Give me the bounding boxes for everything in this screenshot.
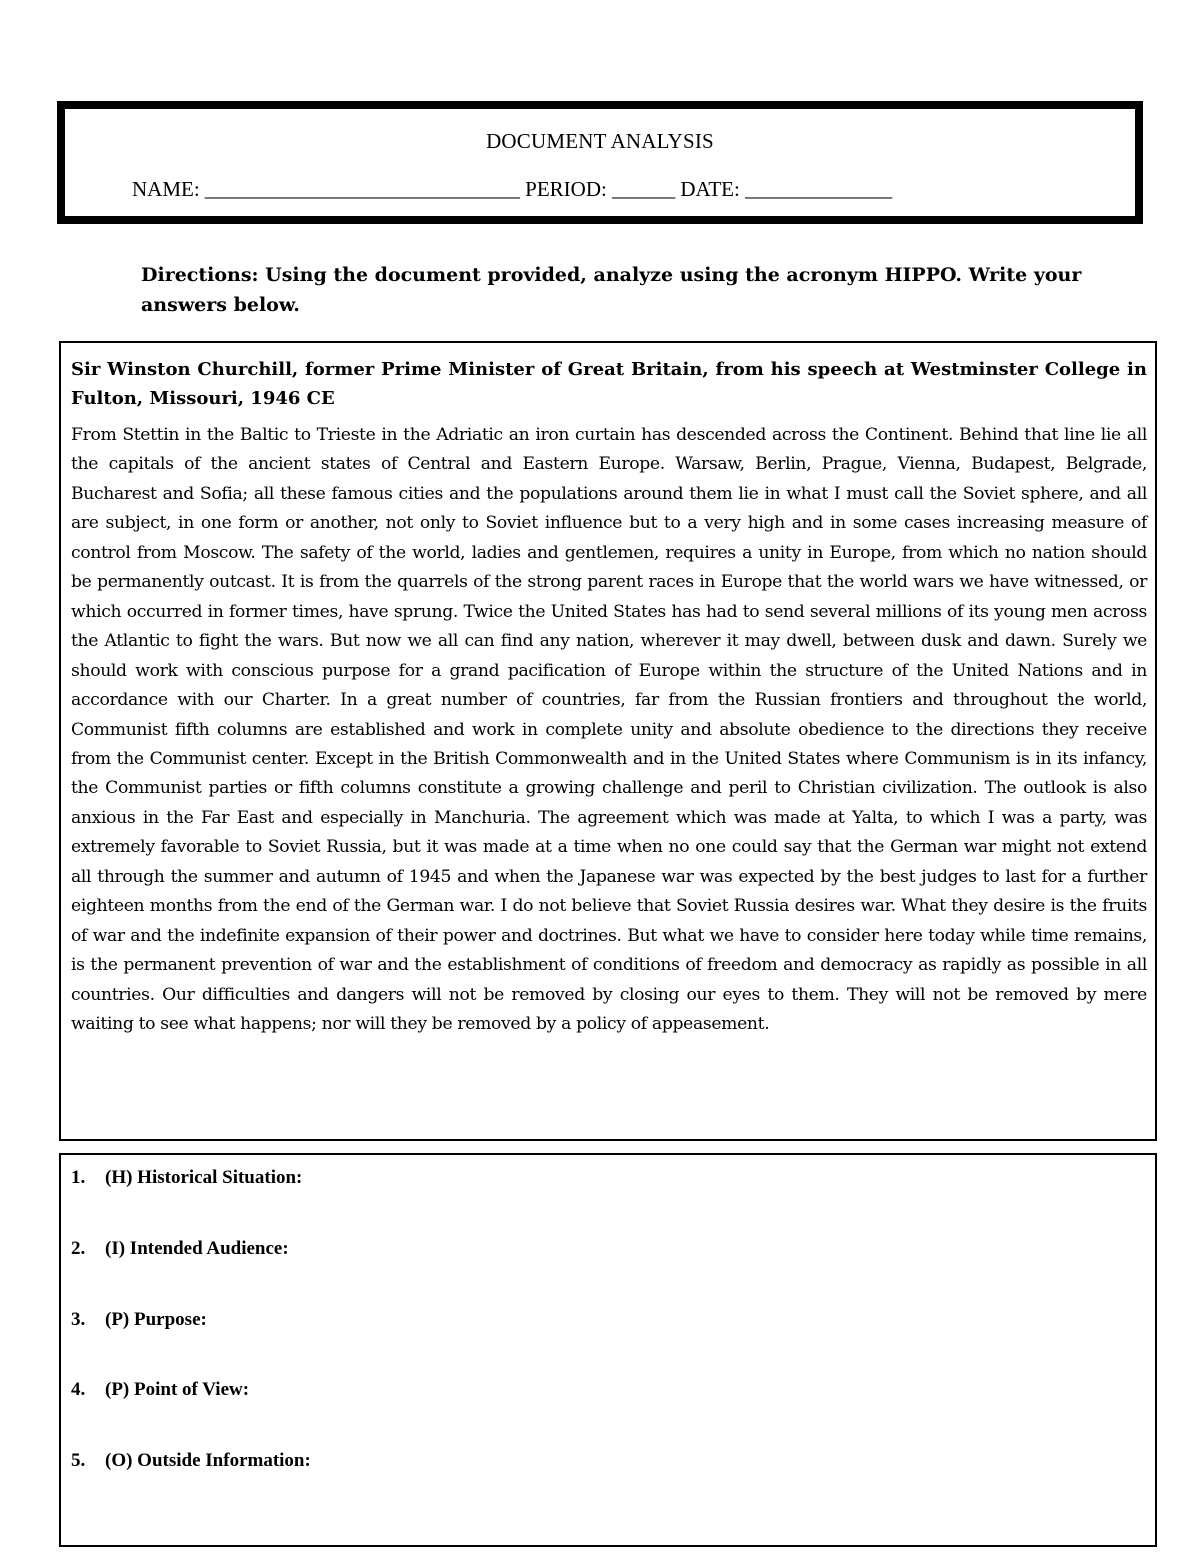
- primary-source-box: [59, 341, 1157, 1141]
- question-purpose: [71, 1309, 207, 1331]
- question-point-of-view: [71, 1379, 249, 1401]
- question-label: (P) Point of View:: [105, 1379, 250, 1400]
- question-intended-audience: [71, 1238, 289, 1260]
- worksheet-header-box: [57, 101, 1143, 224]
- question-number: 2.: [71, 1238, 86, 1259]
- question-number: 1.: [71, 1167, 86, 1188]
- question-number: 4.: [71, 1379, 86, 1400]
- question-number: 5.: [71, 1450, 86, 1471]
- question-label: (H) Historical Situation:: [105, 1167, 303, 1188]
- worksheet-title: DOCUMENT ANALYSIS: [486, 129, 714, 153]
- question-number: 3.: [71, 1309, 86, 1330]
- directions-text: Directions: Using the document provided, analyze using the acronym HIPPO. Write your answers below.: [141, 264, 1082, 316]
- question-historical-situation: [71, 1167, 302, 1189]
- hippo-questions-box: [59, 1153, 1157, 1547]
- student-info-fields: NAME: ______________________________ PERIOD: ______ DATE: ______________: [132, 177, 893, 201]
- source-citation: Sir Winston Churchill, former Prime Minister of Great Britain, from his speech at Westminster College in Fulton, Missouri, 1946 CE: [71, 359, 1147, 409]
- question-label: (P) Purpose:: [105, 1309, 207, 1330]
- question-label: (I) Intended Audience:: [105, 1238, 289, 1259]
- question-outside-information: [71, 1450, 311, 1472]
- source-excerpt: From Stettin in the Baltic to Trieste in the Adriatic an iron curtain has descended across the Continent. Behind that line lie all the capitals of the ancient states of Central and Eastern Europe. Warsaw, Berlin, Prague, Vienna, Budapest, Belgrade, Bucharest and Sofia; all these famous cities and the populations around them lie in what I must call the Soviet sphere, and all are subject, in one form or another, not only to Soviet influence but to a very high and in some cases increasing measure of control from Moscow. The safety of the world, ladies and gentlemen, requires a unity in Europe, from which no nation should be permanently outcast. It is from the quarrels of the strong parent races in Europe that the world wars we have witnessed, or which occurred in former times, have sprung. Twice the United States has had to send several millions of its young men across the Atlantic to fight the wars. But now we all can find any nation, wherever it may dwell, between dusk and dawn. Surely we should work with conscious purpose for a grand pacification of Europe within the structure of the United Nations and in accordance with our Charter. In a great number of countries, far from the Russian frontiers and throughout the world, Communist fifth columns are established and work in complete unity and absolute obedience to the directions they receive from the Communist center. Except in the British Commonwealth and in the United States where Communism is in its infancy, the Communist parties or fifth columns constitute a growing challenge and peril to Christian civilization. The outlook is also anxious in the Far East and especially in Manchuria. The agreement which was made at Yalta, to which I was a party, was extremely favorable to Soviet Russia, but it was made at a time when no one could say that the German war might not extend all through the summer and autumn of 1945 and when the Japanese war was expected by the best judges to last for a further eighteen months from the end of the German war. I do not believe that Soviet Russia desires war. What they desire is the fruits of war and the indefinite expansion of their power and doctrines. But what we have to consider here today while time remains, is the permanent prevention of war and the establishment of conditions of freedom and democracy as rapidly as possible in all countries. Our difficulties and dangers will not be removed by closing our eyes to them. They will not be removed by mere waiting to see what happens; nor will they be removed by a policy of appeasement.: [71, 425, 1147, 1035]
- question-label: (O) Outside Information:: [105, 1450, 311, 1471]
